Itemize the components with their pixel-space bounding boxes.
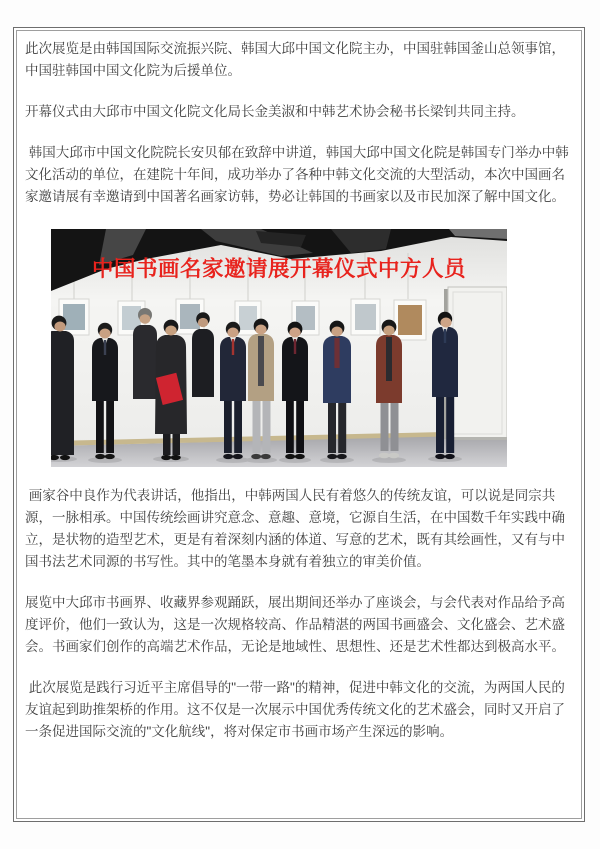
photo-overlay-title: 中国书画名家邀请展开幕仪式中方人员 [91, 257, 467, 281]
article-paragraph: 此次展览是践行习近平主席倡导的"一带一路"的精神，促进中韩文化的交流，为两国人民的友谊起到助推架桥的作用。这不仅是一次展示中国优秀传统文化的艺术盛会，同时又开启了一条促进国际交流的"文化航线"，将对保定市书画市场产生深远的影响。 [25, 680, 565, 739]
event-photo [51, 229, 507, 467]
article-paragraph: 此次展览是由韩国国际交流振兴院、韩国大邱中国文化院主办，中国驻韩国釜山总领事馆，中国驻韩国中国文化院为后援单位。 [25, 41, 565, 78]
attendee-figure [51, 316, 74, 461]
article-paragraph: 韩国大邱市中国文化院院长安贝郁在致辞中讲道，韩国大邱中国文化院是韩国专门举办中韩文化活动的单位，在建院十年间，成功举办了各种中韩文化交流的大型活动，本次中国画名家邀请展有幸邀请到中国著名画家访韩，势必让韩国的书画家以及市民加深了解中国文化。 [25, 145, 569, 204]
article-body [16, 30, 582, 819]
article-paragraph: 展览中大邱市书画界、收藏界参观踊跃，展出期间还举办了座谈会，与会代表对作品给予高度评价，他们一致认为，这是一次规格较高、作品精湛的两国书画盛会、文化盛会、艺术盛会。书画家们创作的高端艺术作品，无论是地域性、思想性、还是艺术性都达到极高水平。 [25, 595, 565, 654]
article-paragraph: 开幕仪式由大邱市中国文化院文化局长金美淑和中韩艺术协会秘书长梁钊共同主持。 [25, 104, 525, 119]
page-frame [13, 27, 585, 822]
article-paragraph: 画家谷中良作为代表讲话，他指出，中韩两国人民有着悠久的传统友谊，可以说是同宗共源，一脉相承。中国传统绘画讲究意念、意趣、意境，它源自生活，在中国数千年实践中确立，是状物的造型艺术，更是有着深刻内涵的体道、写意的艺术，既有其绘画性，又有与中国书法艺术同源的书写性。其中的笔墨本身就有着独立的审美价值。 [25, 488, 565, 569]
